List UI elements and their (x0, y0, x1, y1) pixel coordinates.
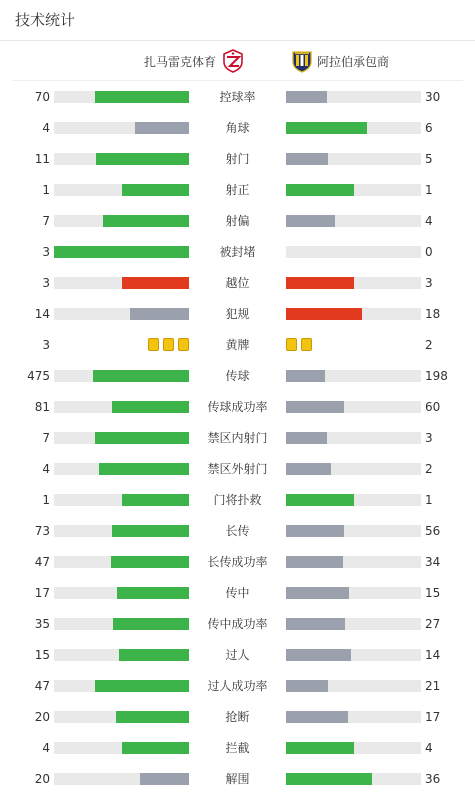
stat-label: 传中 (225, 586, 250, 600)
home-stat-bar-fill (116, 711, 189, 723)
stats-list (0, 81, 475, 794)
away-stat-value: 0 (425, 245, 433, 259)
home-stat-value: 20 (34, 772, 50, 786)
away-stat-bar-track (286, 649, 421, 661)
stat-label: 长传成功率 (207, 555, 268, 569)
away-stat-bar-track (286, 401, 421, 413)
stat-row (0, 236, 475, 267)
stat-label: 射偏 (225, 214, 250, 228)
home-stat-bar-track (54, 432, 189, 444)
home-stat-value: 14 (34, 307, 50, 321)
away-stat-value: 30 (425, 90, 441, 104)
away-stat-bar-track (286, 773, 421, 785)
zamalek-crest-icon (222, 49, 244, 73)
home-stat-bar-track (54, 91, 189, 103)
stat-label: 抢断 (225, 710, 250, 724)
home-stat-bar-track (54, 122, 189, 134)
home-stat-bar-track (54, 649, 189, 661)
home-stat-value: 1 (42, 493, 50, 507)
home-stat-value: 4 (42, 121, 50, 135)
stat-row (0, 453, 475, 484)
home-stat-value: 3 (42, 245, 50, 259)
stat-label: 拦截 (225, 741, 250, 755)
stat-label: 被封堵 (219, 245, 256, 259)
home-stat-bar-track (54, 494, 189, 506)
home-stat-bar-fill (113, 618, 189, 630)
home-stat-bar-track (54, 308, 189, 320)
home-stat-bar-track (54, 587, 189, 599)
stat-row (0, 112, 475, 143)
away-stat-bar-fill (286, 432, 327, 444)
home-stat-bar-track (54, 742, 189, 754)
away-stat-value: 2 (425, 462, 433, 476)
home-stat-bar-fill (122, 184, 190, 196)
stat-label: 传球成功率 (207, 400, 268, 414)
home-stat-value: 11 (34, 152, 50, 166)
away-stat-bar-fill (286, 680, 328, 692)
away-stat-value: 1 (425, 493, 433, 507)
home-stat-bar-fill (122, 277, 190, 289)
home-stat-value: 1 (42, 183, 50, 197)
away-stat-bar-track (286, 246, 421, 258)
stat-label: 黄牌 (225, 338, 250, 352)
stat-label: 越位 (225, 276, 250, 290)
away-stat-value: 198 (425, 369, 448, 383)
stat-label: 控球率 (219, 90, 256, 104)
away-stat-bar-fill (286, 618, 345, 630)
away-stat-value: 34 (425, 555, 441, 569)
stat-row (0, 484, 475, 515)
away-stat-bar-track (286, 308, 421, 320)
away-stat-bar-track (286, 680, 421, 692)
away-stat-value: 3 (425, 431, 433, 445)
stat-label: 过人成功率 (207, 679, 268, 693)
away-stat-bar-fill (286, 153, 328, 165)
yellow-card-icon (286, 338, 297, 351)
stat-label: 长传 (225, 524, 250, 538)
home-stat-bar-fill (54, 246, 189, 258)
away-stat-bar-track (286, 711, 421, 723)
home-stat-bar-fill (95, 680, 190, 692)
home-stat-value: 47 (34, 679, 50, 693)
stat-label: 射门 (225, 152, 250, 166)
home-stat-bar-fill (135, 122, 189, 134)
home-team[interactable] (144, 49, 244, 73)
stat-label: 射正 (225, 183, 250, 197)
home-stat-bar-track (54, 463, 189, 475)
stat-label: 禁区外射门 (207, 462, 268, 476)
home-stat-value: 47 (34, 555, 50, 569)
home-stat-bar-fill (111, 556, 189, 568)
away-stat-value: 5 (425, 152, 433, 166)
away-stat-bar-track (286, 122, 421, 134)
away-stat-bar-track (286, 525, 421, 537)
home-stat-bar-fill (103, 215, 189, 227)
home-stat-bar-track (54, 153, 189, 165)
home-stat-value: 3 (42, 276, 50, 290)
away-stat-bar-fill (286, 122, 367, 134)
home-stat-value: 4 (42, 741, 50, 755)
away-stat-value: 36 (425, 772, 441, 786)
away-team-name: 阿拉伯承包商 (317, 54, 390, 69)
home-stat-value: 73 (34, 524, 50, 538)
away-stat-bar-fill (286, 463, 331, 475)
away-stat-bar-track (286, 494, 421, 506)
home-stat-bar-track (54, 711, 189, 723)
stat-row (0, 639, 475, 670)
stat-label: 门将扑救 (213, 493, 262, 507)
home-stat-bar-fill (96, 153, 189, 165)
stat-label: 传中成功率 (207, 617, 268, 631)
stat-row (0, 143, 475, 174)
yellow-card-icon (178, 338, 189, 351)
home-stat-bar-fill (112, 525, 189, 537)
home-stat-value: 17 (34, 586, 50, 600)
away-stat-bar-track (286, 618, 421, 630)
away-stat-bar-track (286, 153, 421, 165)
home-stat-bar-track (54, 215, 189, 227)
stat-row (0, 422, 475, 453)
home-stat-bar-fill (140, 773, 189, 785)
home-yellow-cards (148, 338, 189, 351)
away-stat-bar-track (286, 215, 421, 227)
stat-row (0, 515, 475, 546)
away-stat-value: 6 (425, 121, 433, 135)
yellow-card-icon (163, 338, 174, 351)
home-stat-bar-track (54, 184, 189, 196)
away-stat-bar-fill (286, 587, 349, 599)
away-stat-bar-track (286, 587, 421, 599)
home-stat-value: 3 (42, 338, 50, 352)
stat-row (0, 298, 475, 329)
home-stat-bar-track (54, 556, 189, 568)
home-stat-value: 35 (34, 617, 50, 631)
home-stat-bar-track (54, 277, 189, 289)
away-stat-bar-fill (286, 91, 327, 103)
home-stat-bar-fill (93, 370, 189, 382)
away-stat-value: 18 (425, 307, 441, 321)
home-stat-bar-fill (99, 463, 189, 475)
home-stat-bar-fill (95, 91, 190, 103)
home-stat-value: 7 (42, 431, 50, 445)
away-stat-value: 56 (425, 524, 441, 538)
stat-row (0, 546, 475, 577)
home-stat-bar-track (54, 773, 189, 785)
home-stat-bar-track (54, 401, 189, 413)
away-stat-bar-fill (286, 742, 354, 754)
stat-row (0, 205, 475, 236)
away-stat-bar-fill (286, 525, 344, 537)
away-team[interactable] (291, 49, 389, 73)
home-stat-bar-track (54, 370, 189, 382)
away-stat-bar-fill (286, 773, 372, 785)
stat-row (0, 360, 475, 391)
stat-row (0, 174, 475, 205)
stat-label: 传球 (225, 369, 250, 383)
away-stat-bar-fill (286, 711, 348, 723)
team-header (12, 41, 463, 81)
away-stat-value: 4 (425, 741, 433, 755)
home-stat-bar-fill (112, 401, 189, 413)
away-stat-bar-track (286, 742, 421, 754)
away-stat-value: 4 (425, 214, 433, 228)
stat-row (0, 329, 475, 360)
away-stat-bar-track (286, 556, 421, 568)
stats-title-bar (0, 0, 475, 41)
home-stat-bar-fill (130, 308, 189, 320)
away-stat-value: 15 (425, 586, 441, 600)
away-stat-bar-fill (286, 215, 335, 227)
away-stat-bar-track (286, 463, 421, 475)
stat-row (0, 81, 475, 112)
away-stat-bar-track (286, 184, 421, 196)
away-stat-bar-fill (286, 277, 354, 289)
stat-row (0, 732, 475, 763)
away-stat-value: 27 (425, 617, 441, 631)
away-stat-bar-fill (286, 401, 344, 413)
home-team-name: 扎马雷克体育 (143, 54, 216, 69)
home-stat-value: 7 (42, 214, 50, 228)
away-stat-value: 21 (425, 679, 441, 693)
stat-label: 犯规 (225, 307, 250, 321)
home-stat-value: 20 (34, 710, 50, 724)
away-yellow-cards (286, 338, 312, 351)
away-stat-bar-fill (286, 308, 362, 320)
away-stat-bar-fill (286, 494, 354, 506)
home-stat-value: 15 (34, 648, 50, 662)
away-stat-value: 60 (425, 400, 441, 414)
stat-row (0, 763, 475, 794)
away-stat-bar-fill (286, 370, 325, 382)
home-stat-bar-track (54, 246, 189, 258)
home-stat-bar-fill (117, 587, 189, 599)
stat-row (0, 391, 475, 422)
yellow-card-icon (148, 338, 159, 351)
page-title: 技术统计 (15, 11, 76, 29)
away-stat-bar-track (286, 370, 421, 382)
stat-row (0, 577, 475, 608)
away-stat-bar-fill (286, 556, 343, 568)
away-stat-bar-track (286, 91, 421, 103)
home-stat-bar-fill (122, 494, 190, 506)
home-stat-bar-fill (95, 432, 190, 444)
stat-row (0, 267, 475, 298)
away-stat-bar-track (286, 432, 421, 444)
home-stat-bar-track (54, 618, 189, 630)
arab-contractors-crest-icon (291, 49, 313, 73)
stat-label: 角球 (225, 121, 250, 135)
stat-label: 禁区内射门 (207, 431, 268, 445)
away-stat-value: 17 (425, 710, 441, 724)
home-stat-value: 4 (42, 462, 50, 476)
home-stat-bar-track (54, 525, 189, 537)
stat-row (0, 670, 475, 701)
away-stat-bar-track (286, 277, 421, 289)
yellow-card-icon (301, 338, 312, 351)
home-stat-bar-fill (122, 742, 190, 754)
home-stat-bar-track (54, 680, 189, 692)
away-stat-bar-fill (286, 649, 351, 661)
home-stat-value: 70 (34, 90, 50, 104)
home-stat-value: 81 (34, 400, 50, 414)
away-stat-value: 3 (425, 276, 433, 290)
away-stat-value: 1 (425, 183, 433, 197)
stat-row (0, 608, 475, 639)
stat-row (0, 701, 475, 732)
stat-label: 过人 (225, 648, 250, 662)
away-stat-value: 2 (425, 338, 433, 352)
stat-label: 解围 (225, 772, 250, 786)
home-stat-value: 475 (27, 369, 50, 383)
home-stat-bar-fill (119, 649, 189, 661)
away-stat-bar-fill (286, 184, 354, 196)
away-stat-value: 14 (425, 648, 441, 662)
